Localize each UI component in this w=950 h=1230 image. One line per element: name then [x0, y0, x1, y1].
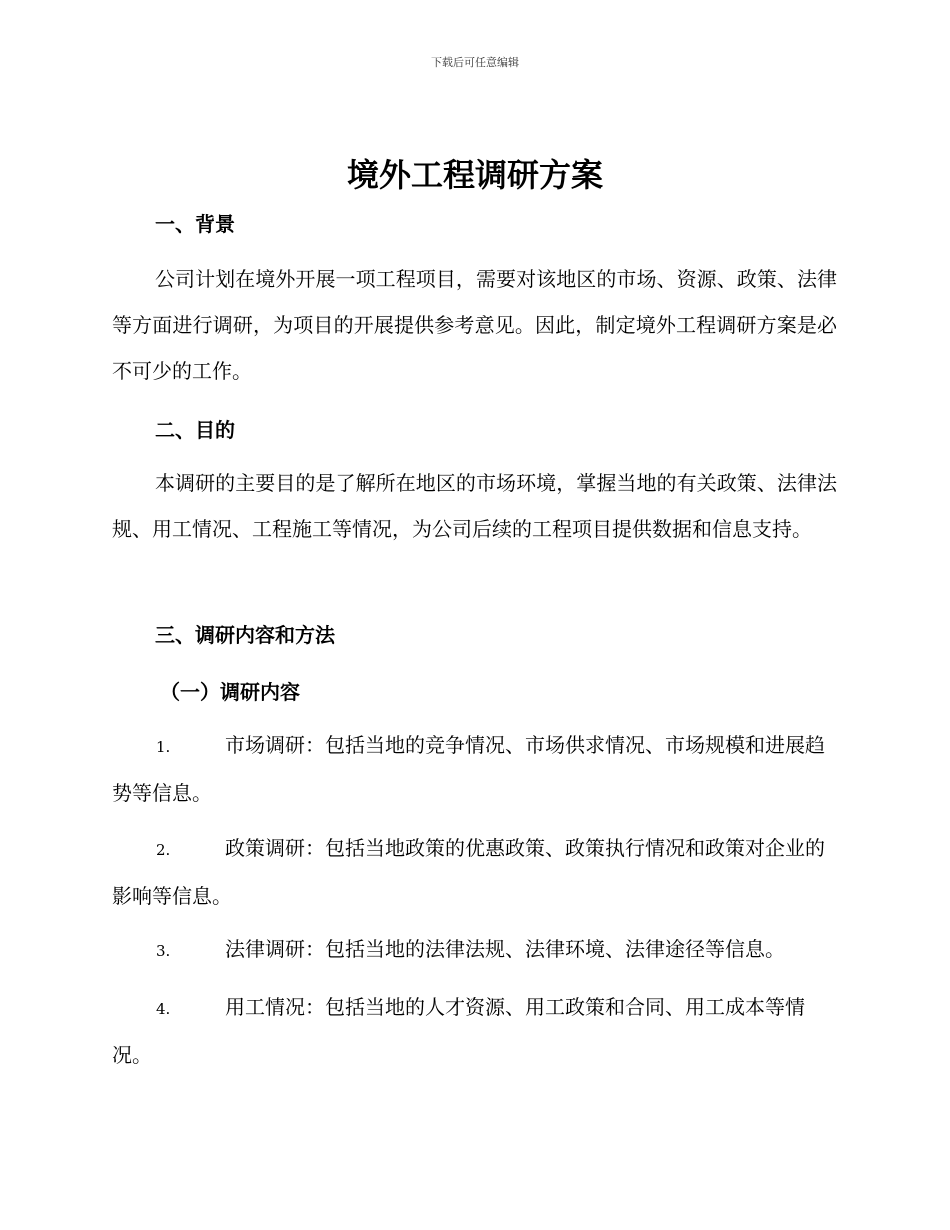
list-item-number: 3. — [156, 942, 171, 960]
list-item-number: 4. — [156, 1000, 171, 1018]
paragraph-background: 公司计划在境外开展一项工程项目，需要对该地区的市场、资源、政策、法律等方面进行调研，为项目的开展提供参考意见。因此，制定境外工程调研方案是必不可少的工作。 — [112, 267, 837, 383]
header-note: 下载后可任意编辑 — [431, 56, 519, 69]
list-item — [112, 984, 837, 1078]
paragraph-purpose: 本调研的主要目的是了解所在地区的市场环境，掌握当地的有关政策、法律法规、用工情况、工程施工等情况，为公司后续的工程项目提供数据和信息支持。 — [112, 471, 837, 541]
list-item-text: 用工情况：包括当地的人才资源、用工政策和合同、用工成本等情况。 — [112, 995, 805, 1067]
list-item-text: 政策调研：包括当地政策的优惠政策、政策执行情况和政策对企业的影响等信息。 — [112, 836, 825, 908]
document-title: 境外工程调研方案 — [346, 156, 603, 194]
list-item — [112, 825, 837, 919]
list-item-number: 2. — [156, 841, 171, 859]
list-item — [112, 722, 837, 816]
section-heading-background: 一、背景 — [155, 212, 235, 236]
section-heading-purpose: 二、目的 — [155, 418, 235, 442]
list-item — [112, 926, 837, 974]
subsection-heading-content: （一）调研内容 — [160, 680, 300, 704]
list-item-text: 市场调研：包括当地的竞争情况、市场供求情况、市场规模和进展趋势等信息。 — [112, 733, 825, 805]
section-heading-content-method: 三、调研内容和方法 — [155, 623, 335, 647]
list-item-text: 法律调研：包括当地的法律法规、法律环境、法律途径等信息。 — [225, 937, 785, 961]
list-item-number: 1. — [156, 738, 171, 756]
